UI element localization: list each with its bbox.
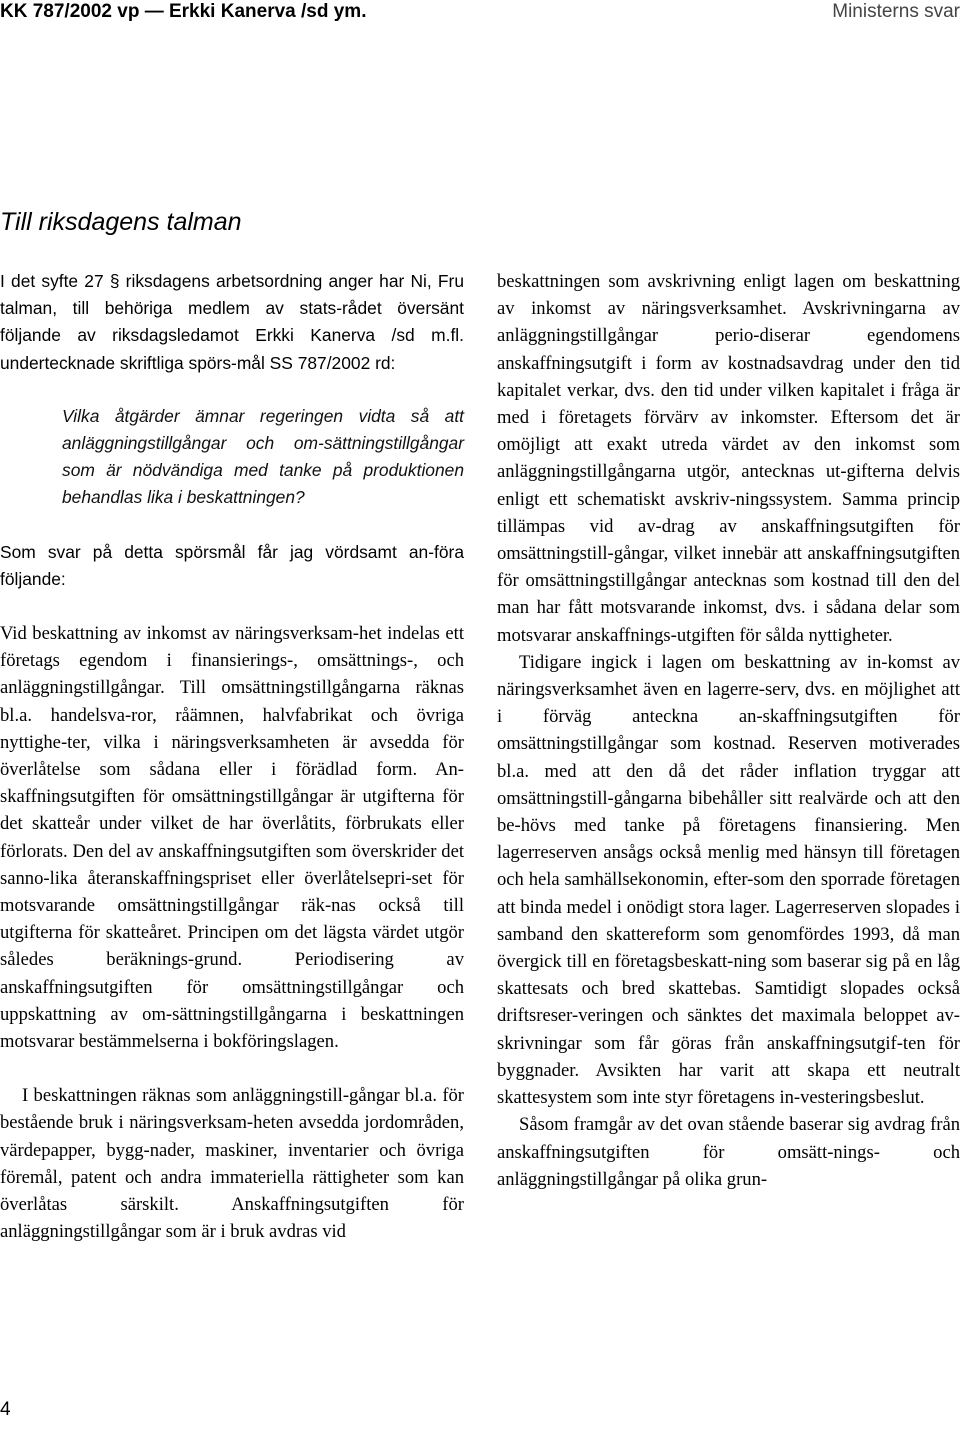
running-header — [0, 0, 960, 32]
header-document-reference: KK 787/2002 vp — Erkki Kanerva /sd ym. — [0, 1, 367, 22]
body-paragraph: Tidigare ingick i lagen om beskattning av in-komst av näringsverksamhet även en lagerre-serv, dvs. en möjlighet att i förväg anteckna an-skaffningsutgiften för omsättningstillgångar som kostnad. Reserven motiverades bl.a. med att den då det råder inflation tryggar att omsättningstill-gångarna bibehåller sitt realvärde och att den be-hövs med tanke på företagens finansiering. Men lagerreserven ansågs också menlig med hänsyn till företagen och hela samhällsekonomin, efter-som den sporrade företagen att binda medel i onödigt stora lager. Lagerreserven slopades i samband den skattereform som genomfördes 1993, då man övergick till en företagsbeskatt-ning som baserar sig på en låg skattesats och bred skattebas. Samtidigt slopades också driftsreser-veringen och sänktes det maximala beloppet av-skrivningar som får göras från anskaffningsutgif-ten för byggnader. Avsikten har varit att skapa ett neutralt skattesystem som inte styr företagens in-vesteringsbeslut. — [497, 651, 960, 1109]
page-title: Till riksdagens talman — [0, 208, 242, 236]
right-column — [497, 268, 960, 1193]
body-paragraph: Såsom framgår av det ovan stående baserar sig avdrag från anskaffningsutgiften för omsätt-nings- och anläggningstillgångar på olika grun- — [497, 1114, 960, 1190]
intro-paragraph: I det syfte 27 § riksdagens arbetsordning anger har Ni, Fru talman, till behöriga medlem av stats-rådet översänt följande av riksdagsledamot Erkki Kanerva /sd m.fl. undertecknade skriftliga spörs-mål SS 787/2002 rd: — [0, 271, 464, 373]
page-number: 4 — [0, 1399, 11, 1420]
body-paragraph: beskattningen som avskrivning enligt lagen om beskattning av inkomst av näringsverksamhet. Avskrivningarna av anläggningstillgångar perio-diserar egendomens anskaffningsutgift i form av kostnadsavdrag under den tid kapitalet verkar, dvs. den tid under vilken kapitalet i fråga är med i företagets förvärv av inkomster. Eftersom det är omöjligt att exakt utreda värdet av den inkomst som anläggningstillgångarna utgör, antecknas ut-gifterna delvis enligt ett schematiskt avskriv-ningssystem. Samma princip tillämpas vid av-drag av anskaffningsutgiften för omsättningstill-gångar, vilket innebär att anskaffningsutgiften för omsättningstillgångar antecknas som kostnad till den del man har fått motsvarande inkomst, dvs. i sådana delar som motsvarar anskaffnings-utgiften för sålda nyttigheter. — [497, 271, 960, 646]
header-section-title: Ministerns svar — [832, 1, 960, 22]
body-paragraph: Vid beskattning av inkomst av näringsverksam-het indelas ett företags egendom i finansierings-, omsättnings-, och anläggningstillgångar. Till omsättningstillgångarna räknas bl.a. handelsva-ror, råämnen, halvfabrikat och övriga nyttighe-ter, vilka i näringsverksamheten är avsedda för överlåtelse som sådana eller i förädlad form. An-skaffningsutgiften för omsättningstillgångar är utgifterna för det skatteår under vilket de har överlåtits, förbrukats eller förlorats. Den del av anskaffningsutgiften som överskrider det sanno-lika återanskaffningspriset eller överlåtelsepri-set för motsvarande omsättningstillgångar räk-nas också till utgifterna för skatteåret. Principen om det lägsta värdet utgör således beräknings-grund. Periodisering av anskaffningsutgiften för omsättningstillgångar och uppskattning av om-sättningstillgångarna i beskattningen motsvarar bestämmelserna i bokföringslagen. — [0, 623, 464, 1053]
body-paragraph: I beskattningen räknas som anläggningstill-gångar bl.a. för bestående bruk i näringsverksam-heten avsedda jordområden, värdepapper, bygg-nader, maskiner, inventarier och övriga föremål, patent och andra immateriella rättigheter som kan överlåtas särskilt. Anskaffningsutgiften för anläggningstillgångar som är i bruk avdras vid — [0, 1085, 464, 1243]
answer-intro: Som svar på detta spörsmål får jag vördsamt an-föra följande: — [0, 541, 464, 589]
left-column — [0, 268, 464, 1246]
parliamentary-question: Vilka åtgärder ämnar regeringen vidta så att anläggningstillgångar och om-sättningstillgångar som är nödvändiga med tanke på produktionen behandlas lika i beskattningen? — [62, 405, 464, 508]
